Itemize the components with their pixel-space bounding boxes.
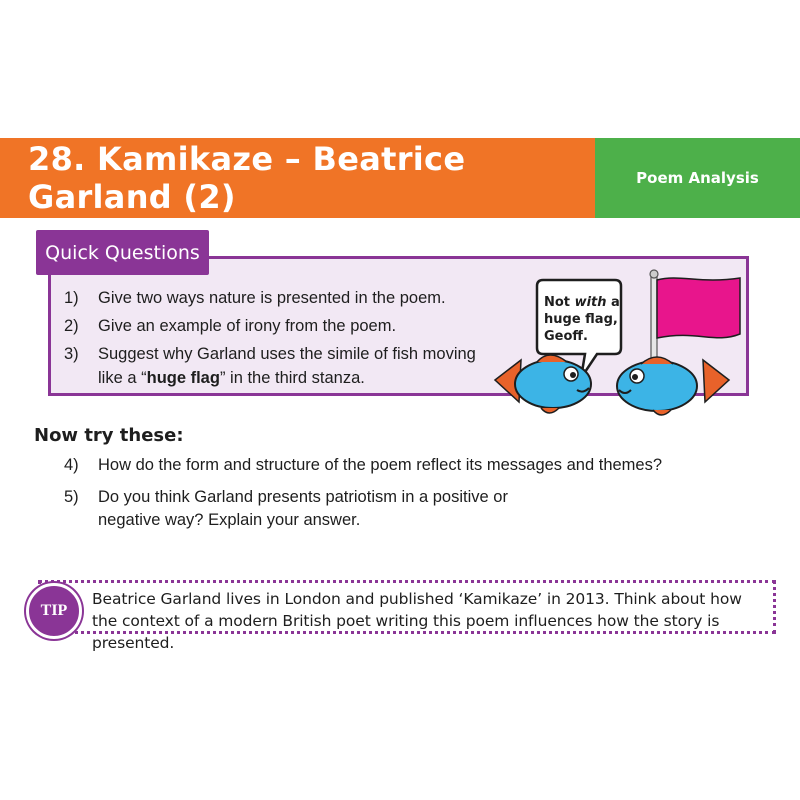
- quoted-phrase: huge flag: [146, 369, 220, 387]
- speech-text-start: Not: [544, 295, 575, 310]
- question-text: Give two ways nature is presented in the poem.: [98, 289, 446, 307]
- question-number: 1): [64, 289, 79, 307]
- right-fish: [617, 357, 729, 415]
- quick-questions-heading: Quick Questions: [36, 230, 209, 275]
- question-number: 4): [64, 456, 79, 474]
- question-5: [64, 486, 764, 532]
- question-2: [64, 314, 504, 338]
- question-text: How do the form and structure of the poem reflect its messages and themes?: [98, 456, 663, 474]
- question-4: [64, 454, 764, 477]
- page-title: 28. Kamikaze – Beatrice Garland (2): [28, 140, 466, 216]
- question-text-end: ” in the third stanza.: [219, 369, 365, 387]
- quick-questions-list: [64, 286, 504, 394]
- page-header: [0, 138, 800, 218]
- title-bar: [0, 138, 595, 218]
- section-badge-label: Poem Analysis: [636, 169, 759, 187]
- question-1: [64, 286, 504, 310]
- question-3: [64, 342, 504, 390]
- question-text: Do you think Garland presents patriotism in a positive or negative way? Explain your answer.: [98, 488, 508, 529]
- question-text: Give an example of irony from the poem.: [98, 317, 397, 335]
- now-try-list: [64, 454, 764, 541]
- question-text: [98, 342, 504, 390]
- tip-badge: TIP: [26, 583, 82, 639]
- question-text-start: Suggest why Garland uses the simile of fish moving like a “: [98, 345, 476, 387]
- question-number: 5): [64, 488, 79, 506]
- speech-text-emphasis: with: [574, 295, 607, 310]
- section-badge: [595, 138, 800, 218]
- left-fish: [495, 355, 591, 413]
- question-number: 2): [64, 317, 79, 335]
- speech-bubble-text: [544, 294, 634, 345]
- speech-text-end: a huge flag, Geoff.: [544, 295, 620, 344]
- now-try-heading: Now try these:: [34, 425, 184, 446]
- flag-pole-finial: [650, 270, 658, 278]
- question-number: 3): [64, 345, 79, 363]
- pink-flag: [657, 278, 740, 338]
- tip-text: Beatrice Garland lives in London and published ‘Kamikaze’ in 2013. Think about how the context of a modern British poet writing this poem influences how the story is presented.: [92, 590, 742, 652]
